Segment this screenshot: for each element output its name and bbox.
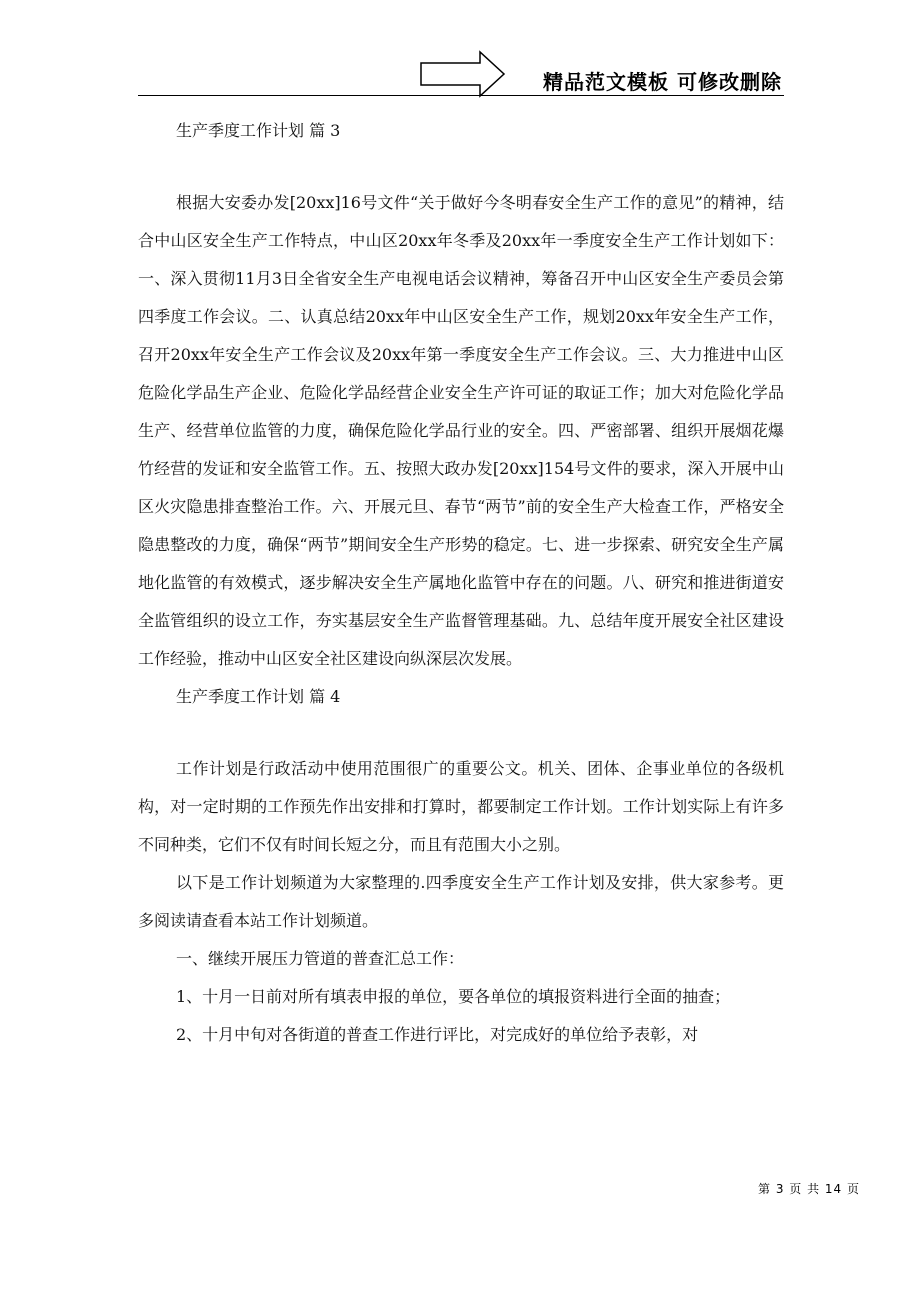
section-title: 生产季度工作计划 篇 3 <box>176 121 341 140</box>
paragraph: 2、十月中旬对各街道的普查工作进行评比，对完成好的单位给予表彰，对 <box>176 1025 699 1044</box>
header-divider <box>138 95 784 96</box>
paragraph: 一、继续开展压力管道的普查汇总工作： <box>176 949 465 968</box>
right-arrow-icon <box>420 50 506 98</box>
page-number: 第 3 页 共 14 页 <box>758 1182 860 1196</box>
paragraph: 工作计划是行政活动中使用范围很广的重要公文。机关、团体、企事业单位的各级机构，对一定时期的工作预先作出安排和打算时，都要制定工作计划。工作计划实际上有许多不同种类，它们不仅有时间长短之分，而且有范围大小之别。 <box>138 759 784 854</box>
header-title: 精品范文模板 可修改删除 <box>543 70 782 94</box>
document-body <box>138 112 784 1054</box>
paragraph: 根据大安委办发[20xx]16号文件“关于做好今冬明春安全生产工作的意见”的精神，结合中山区安全生产工作特点，中山区20xx年冬季及20xx年一季度安全生产工作计划如下：一、深入贯彻11月3日全省安全生产电视电话会议精神，筹备召开中山区安全生产委员会第四季度工作会议。二、认真总结20xx年中山区安全生产工作，规划20xx年安全生产工作，召开20xx年安全生产工作会议及20xx年第一季度安全生产工作会议。三、大力推进中山区危险化学品生产企业、危险化学品经营企业安全生产许可证的取证工作；加大对危险化学品生产、经营单位监管的力度，确保危险化学品行业的安全。四、严密部署、组织开展烟花爆竹经营的发证和安全监管工作。五、按照大政办发[20xx]154号文件的要求，深入开展中山区火灾隐患排查整治工作。六、开展元旦、春节“两节”前的安全生产大检查工作，严格安全隐患整改的力度，确保“两节”期间安全生产形势的稳定。七、进一步探索、研究安全生产属地化监管的有效模式，逐步解决安全生产属地化监管中存在的问题。八、研究和推进街道安全监管组织的设立工作，夯实基层安全生产监督管理基础。九、总结年度开展安全社区建设工作经验，推动中山区安全社区建设向纵深层次发展。 <box>138 193 784 668</box>
paragraph: 以下是工作计划频道为大家整理的.四季度安全生产工作计划及安排，供大家参考。更多阅读请查看本站工作计划频道。 <box>138 873 784 930</box>
paragraph: 1、十月一日前对所有填表申报的单位，要各单位的填报资料进行全面的抽查； <box>176 987 731 1006</box>
section-title: 生产季度工作计划 篇 4 <box>176 687 341 706</box>
